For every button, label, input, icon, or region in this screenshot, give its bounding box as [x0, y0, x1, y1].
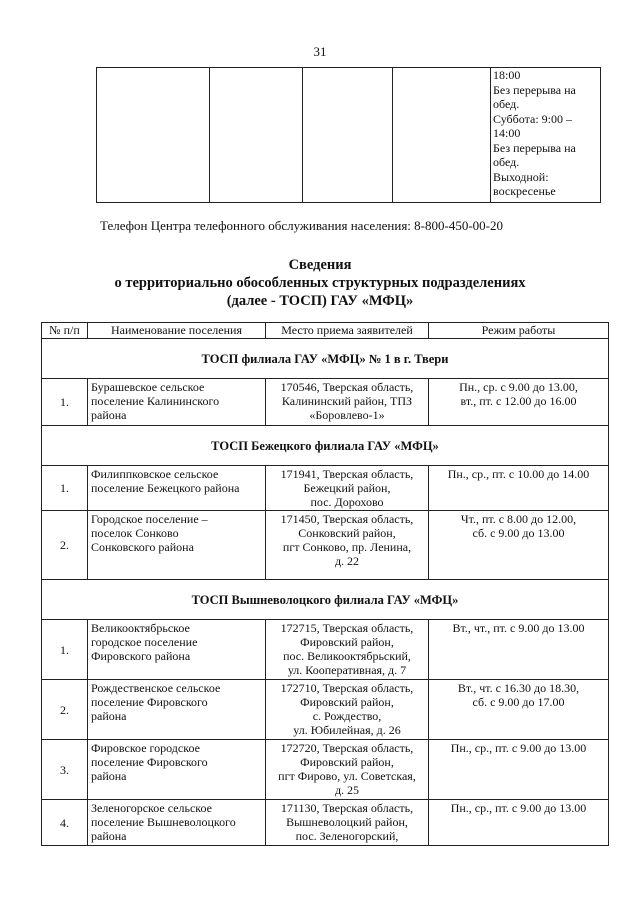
settlement-name [88, 620, 266, 680]
table-row [42, 466, 609, 511]
reception-place-line: с. Рождество, [312, 709, 382, 723]
reception-place [266, 511, 429, 580]
settlement-name-line: поселение Фировского [91, 755, 208, 769]
table-row [42, 680, 609, 740]
settlement-name [88, 680, 266, 740]
reception-place-line: ул. Юбилейная, д. 26 [293, 723, 401, 737]
reception-place-line: 172720, Тверская область, [280, 741, 414, 755]
settlement-name-line: Рождественское сельское [91, 681, 221, 695]
heading-line-2: о территориально обособленных структурных подразделениях [114, 275, 526, 291]
settlement-name-line: Зеленогорское сельское [91, 801, 212, 815]
row-number: 2. [42, 680, 88, 740]
reception-place-line: 171450, Тверская область, [280, 512, 414, 526]
schedule-line: Без перерыва на [493, 140, 576, 155]
work-schedule [429, 800, 609, 846]
table-row [42, 511, 609, 580]
reception-place [266, 466, 429, 511]
work-schedule [429, 740, 609, 800]
reception-place-line: пос. Дорохово [310, 495, 384, 509]
header-num: № п/п [42, 323, 88, 339]
settlement-name [88, 379, 266, 426]
reception-place [266, 379, 429, 426]
settlement-name-line: поселок Сонково [91, 526, 179, 540]
settlement-name-line: Филиппковское сельское [91, 467, 219, 481]
settlement-name [88, 740, 266, 800]
settlement-name-line: Сонковского района [91, 540, 194, 554]
header-place: Место приема заявителей [266, 323, 429, 339]
empty-cell [210, 68, 303, 203]
settlement-name-line: Великооктябрьское [91, 621, 190, 635]
reception-place-line: пос. Великооктябрьский, [283, 649, 411, 663]
work-schedule-line: Пн., ср., пт. с 10.00 до 14.00 [447, 467, 590, 481]
empty-cell [393, 68, 491, 203]
reception-place-line: 172715, Тверская область, [280, 621, 414, 635]
empty-cell [97, 68, 210, 203]
settlement-name [88, 511, 266, 580]
settlement-name-line: Бурашевское сельское [91, 380, 205, 394]
reception-place [266, 740, 429, 800]
settlement-name-line: поселение Калининского [91, 394, 220, 408]
work-schedule-line: Пн., ср., пт. с 9.00 до 13.00 [450, 801, 587, 815]
work-schedule [429, 680, 609, 740]
settlement-name-line: Фировское городское [91, 741, 200, 755]
reception-place-line: д. 25 [334, 783, 360, 797]
settlement-name-line: Фировского района [91, 649, 191, 663]
work-schedule [429, 620, 609, 680]
reception-place-line: Сонковский район, [298, 526, 396, 540]
schedule-line: воскресенье [493, 184, 556, 198]
settlement-name-line: района [91, 709, 127, 723]
reception-place-line: ул. Кооперативная, д. 7 [287, 663, 407, 677]
settlement-name [88, 466, 266, 511]
reception-place-line: Вышневолоцкий район, [286, 815, 408, 829]
section-row [42, 426, 609, 466]
reception-place [266, 620, 429, 680]
reception-place-line: Бежецкий район, [303, 481, 391, 495]
phone-note: Телефон Центра телефонного обслуживания населения: 8-800-450-00-20 [100, 218, 503, 233]
schedule-line: 14:00 [493, 126, 521, 140]
schedule-line: 18:00 [493, 68, 521, 82]
reception-place-line: 172710, Тверская область, [280, 681, 414, 695]
reception-place-line: д. 22 [334, 554, 360, 568]
reception-place-line: пос. Зеленогорский, [295, 829, 399, 843]
continued-table [96, 67, 601, 203]
heading-line-1: Сведения [288, 257, 352, 273]
work-schedule [429, 466, 609, 511]
row-number: 1. [42, 466, 88, 511]
reception-place-line: Фировский район, [300, 635, 394, 649]
reception-place-line: Калининский район, ТПЗ [281, 394, 413, 408]
work-schedule-line: Пн., ср., пт. с 9.00 до 13.00 [450, 741, 587, 755]
settlement-name-line: городское поселение [91, 635, 198, 649]
row-number: 1. [42, 620, 88, 680]
work-schedule-line: Вт., чт. с 16.30 до 18.30, [457, 681, 580, 695]
row-number: 2. [42, 511, 88, 580]
schedule-line: обед. [493, 97, 520, 111]
reception-place-line: «Боровлево-1» [309, 408, 385, 422]
section-title: ТОСП филиала ГАУ «МФЦ» № 1 в г. Твери [42, 339, 609, 379]
reception-place-line: Фировский район, [300, 755, 394, 769]
settlement-name-line: Городское поселение – [91, 512, 208, 526]
work-schedule-line: Пн., ср. с 9.00 до 13.00, [459, 380, 578, 394]
page-number: 31 [313, 44, 327, 59]
work-schedule [429, 379, 609, 426]
settlement-name-line: поселение Вышневолоцкого [91, 815, 236, 829]
settlement-name-line: поселение Бежецкого района [91, 481, 240, 495]
section-row [42, 580, 609, 620]
reception-place-line: Фировский район, [300, 695, 394, 709]
reception-place [266, 800, 429, 846]
work-schedule-line: Вт., чт., пт. с 9.00 до 13.00 [452, 621, 585, 635]
schedule-line: Выходной: [493, 169, 549, 184]
reception-place-line: пгт Сонково, пр. Ленина, [282, 540, 412, 554]
heading-line-3: (далее - ТОСП) ГАУ «МФЦ» [226, 293, 414, 309]
settlement-name-line: района [91, 829, 127, 843]
settlement-name-line: района [91, 408, 127, 422]
settlement-name-line: района [91, 769, 127, 783]
schedule-line: Суббота: 9:00 – [493, 111, 572, 126]
reception-place-line: пгт Фирово, ул. Советская, [278, 769, 416, 783]
row-number: 4. [42, 800, 88, 846]
table-row [42, 740, 609, 800]
work-schedule-line: вт., пт. с 12.00 до 16.00 [460, 394, 577, 408]
header-mode: Режим работы [429, 323, 609, 339]
section-title: ТОСП Бежецкого филиала ГАУ «МФЦ» [42, 426, 609, 466]
row-number: 3. [42, 740, 88, 800]
settlement-name [88, 800, 266, 846]
empty-cell [303, 68, 393, 203]
section-row [42, 339, 609, 379]
header-name: Наименование поселения [88, 323, 266, 339]
table-row [42, 620, 609, 680]
reception-place-line: 171130, Тверская область, [280, 801, 414, 815]
section-title: ТОСП Вышневолоцкого филиала ГАУ «МФЦ» [42, 580, 609, 620]
table-row [42, 800, 609, 846]
settlement-name-line: поселение Фировского [91, 695, 208, 709]
work-schedule-line: Чт., пт. с 8.00 до 12.00, [460, 512, 577, 526]
reception-place-line: 171941, Тверская область, [280, 467, 414, 481]
row-number: 1. [42, 379, 88, 426]
reception-place-line: 170546, Тверская область, [280, 380, 414, 394]
schedule-cell [491, 68, 601, 203]
schedule-line: обед. [493, 155, 520, 169]
work-schedule-line: сб. с 9.00 до 13.00 [472, 526, 565, 540]
work-schedule-line: сб. с 9.00 до 17.00 [472, 695, 565, 709]
schedule-line: Без перерыва на [493, 82, 576, 97]
table-row [42, 379, 609, 426]
reception-place [266, 680, 429, 740]
work-schedule [429, 511, 609, 580]
tosp-table [41, 322, 609, 846]
